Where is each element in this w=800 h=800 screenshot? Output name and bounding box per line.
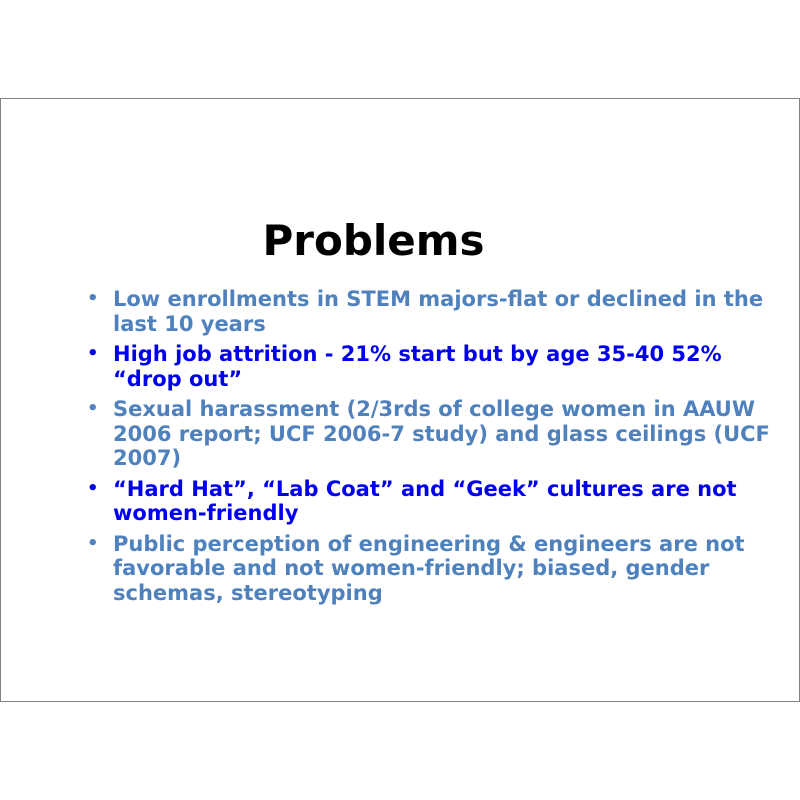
bullet-text: Low enrollments in STEM majors-flat or declined in the last 10 years (113, 287, 764, 336)
bullet-item (87, 477, 777, 526)
bullet-dot-icon: • (87, 398, 99, 419)
bullet-text: “Hard Hat”, “Lab Coat” and “Geek” cultures are not women-friendly (113, 476, 737, 525)
bullet-dot-icon: • (87, 477, 99, 499)
bullet-item (87, 532, 777, 606)
bullet-dot-icon: • (87, 288, 99, 309)
bullet-item (87, 397, 777, 471)
bullet-text: Public perception of engineering & engineers are not favorable and not women-friendly; biased, gender schemas, stereotyping (113, 531, 745, 605)
bullet-dot-icon: • (87, 343, 99, 364)
bullet-item (87, 342, 777, 391)
bullet-text: High job attrition - 21% start but by age 35-40 52% “drop out” (113, 342, 722, 391)
slide (0, 98, 800, 702)
bullet-dot-icon: • (87, 532, 99, 554)
bullet-text: Sexual harassment (2/3rds of college women in AAUW 2006 report; UCF 2006-7 study) and glass ceilings (UCF 2007) (113, 397, 770, 470)
bullet-item (87, 287, 777, 336)
slide-title: Problems (262, 216, 485, 265)
bullet-list (87, 287, 777, 611)
